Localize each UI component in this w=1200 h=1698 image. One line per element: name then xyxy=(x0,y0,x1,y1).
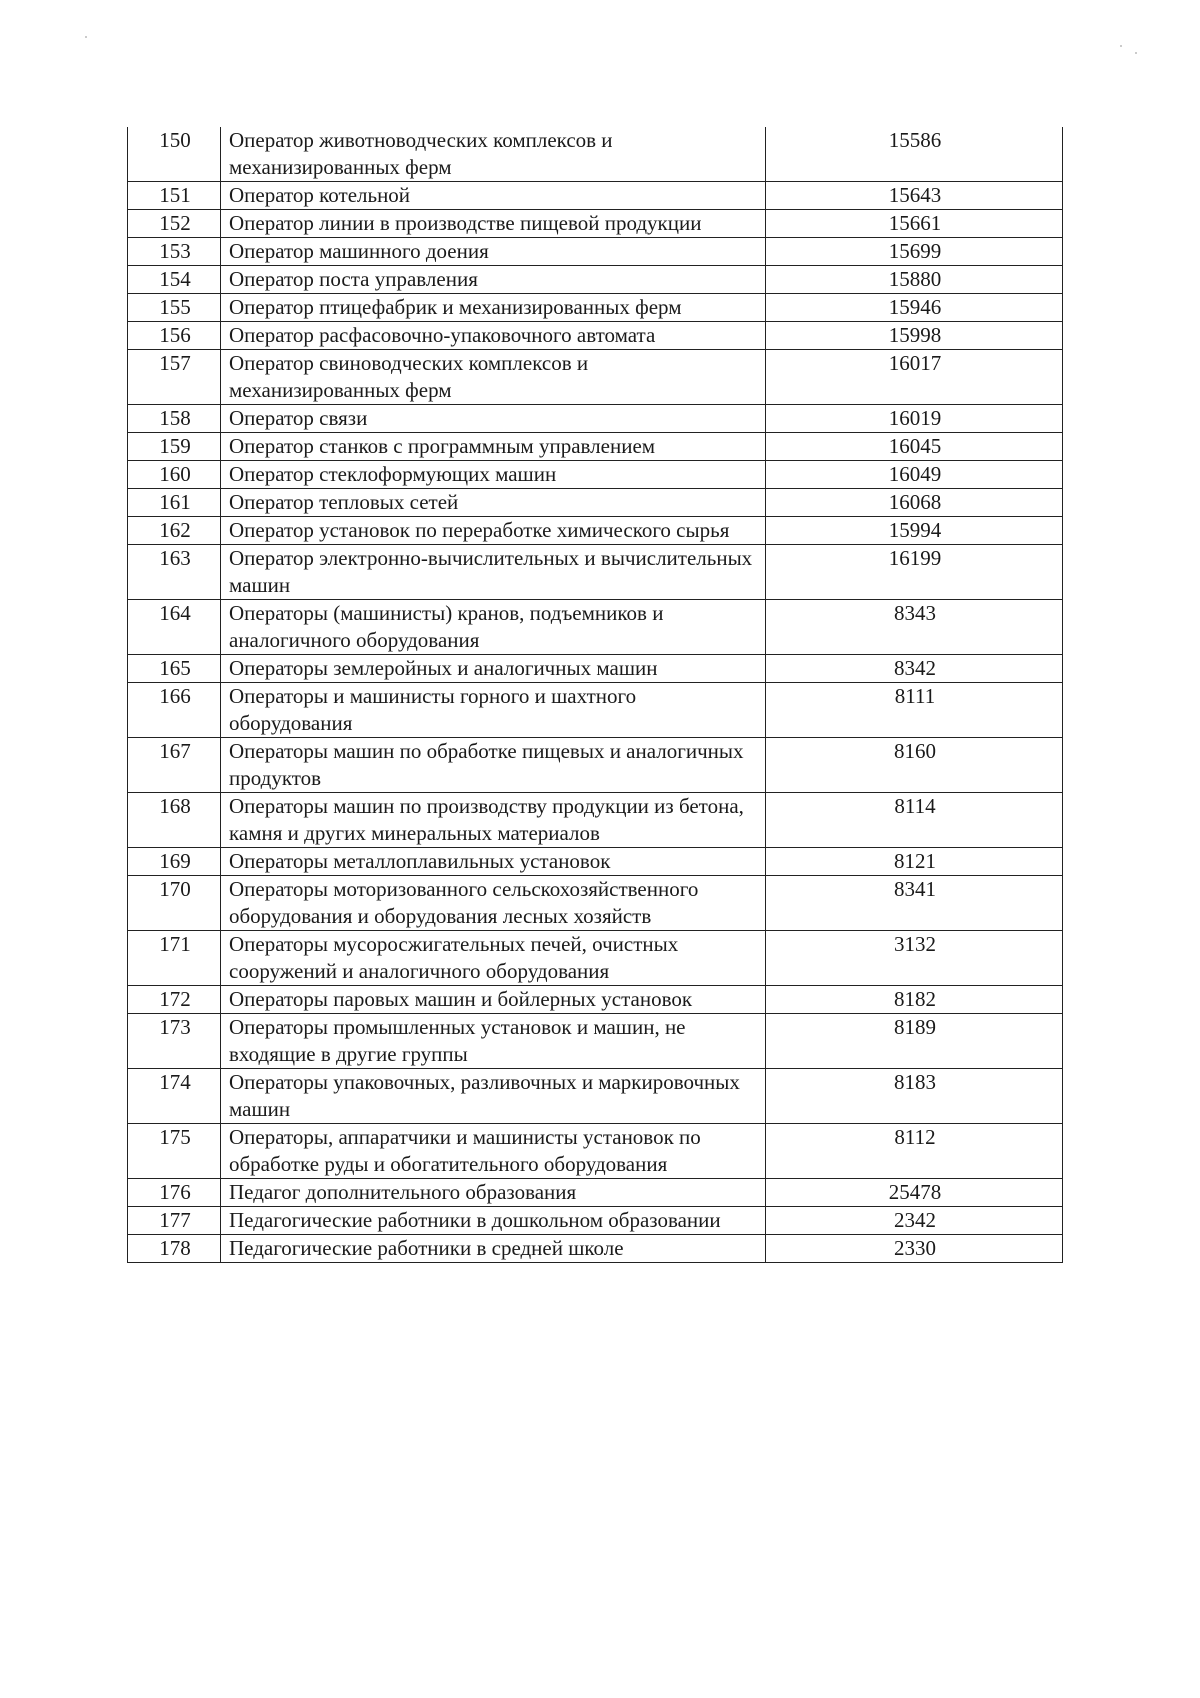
profession-name: Оператор животноводческих комплексов и механизированных ферм xyxy=(221,127,766,182)
table-row xyxy=(128,433,1063,461)
row-number: 166 xyxy=(128,683,221,738)
profession-code: 8189 xyxy=(766,1014,1063,1069)
scan-speck xyxy=(1120,45,1122,47)
table-row xyxy=(128,793,1063,848)
table-row xyxy=(128,461,1063,489)
profession-code: 15880 xyxy=(766,266,1063,294)
profession-name: Оператор электронно-вычислительных и вычислительных машин xyxy=(221,545,766,600)
row-number: 158 xyxy=(128,405,221,433)
table-row xyxy=(128,876,1063,931)
profession-name: Оператор машинного доения xyxy=(221,238,766,266)
profession-code: 15998 xyxy=(766,322,1063,350)
table-row xyxy=(128,1069,1063,1124)
profession-name: Оператор связи xyxy=(221,405,766,433)
profession-name: Оператор установок по переработке химического сырья xyxy=(221,517,766,545)
profession-name: Оператор свиноводческих комплексов и механизированных ферм xyxy=(221,350,766,405)
table-row xyxy=(128,266,1063,294)
profession-code: 8121 xyxy=(766,848,1063,876)
profession-name: Операторы мусоросжигательных печей, очистных сооружений и аналогичного оборудования xyxy=(221,931,766,986)
profession-name: Операторы паровых машин и бойлерных установок xyxy=(221,986,766,1014)
table-row xyxy=(128,1124,1063,1179)
profession-name: Педагогические работники в дошкольном образовании xyxy=(221,1207,766,1235)
row-number: 167 xyxy=(128,738,221,793)
profession-name: Оператор линии в производстве пищевой продукции xyxy=(221,210,766,238)
table-row xyxy=(128,1014,1063,1069)
table-row xyxy=(128,405,1063,433)
row-number: 173 xyxy=(128,1014,221,1069)
table-row xyxy=(128,489,1063,517)
profession-code: 8160 xyxy=(766,738,1063,793)
profession-code: 16049 xyxy=(766,461,1063,489)
profession-name: Операторы машин по обработке пищевых и аналогичных продуктов xyxy=(221,738,766,793)
table-row xyxy=(128,322,1063,350)
row-number: 160 xyxy=(128,461,221,489)
profession-code: 8342 xyxy=(766,655,1063,683)
profession-code: 8341 xyxy=(766,876,1063,931)
row-number: 162 xyxy=(128,517,221,545)
table-row xyxy=(128,350,1063,405)
profession-name: Операторы землеройных и аналогичных машин xyxy=(221,655,766,683)
table-row xyxy=(128,683,1063,738)
row-number: 176 xyxy=(128,1179,221,1207)
profession-name: Операторы, аппаратчики и машинисты установок по обработке руды и обогатительного оборудования xyxy=(221,1124,766,1179)
profession-name: Операторы промышленных установок и машин, не входящие в другие группы xyxy=(221,1014,766,1069)
table-row xyxy=(128,1235,1063,1263)
profession-name: Операторы упаковочных, разливочных и маркировочных машин xyxy=(221,1069,766,1124)
row-number: 175 xyxy=(128,1124,221,1179)
profession-code: 16199 xyxy=(766,545,1063,600)
profession-name: Оператор расфасовочно-упаковочного автомата xyxy=(221,322,766,350)
profession-code: 8182 xyxy=(766,986,1063,1014)
table-row xyxy=(128,127,1063,182)
row-number: 156 xyxy=(128,322,221,350)
profession-code: 15994 xyxy=(766,517,1063,545)
profession-name: Оператор стеклоформующих машин xyxy=(221,461,766,489)
profession-table xyxy=(127,127,1063,1263)
profession-code: 25478 xyxy=(766,1179,1063,1207)
table-row xyxy=(128,600,1063,655)
scan-speck xyxy=(1135,52,1137,54)
profession-code: 16019 xyxy=(766,405,1063,433)
row-number: 157 xyxy=(128,350,221,405)
row-number: 163 xyxy=(128,545,221,600)
table-row xyxy=(128,1207,1063,1235)
table-row xyxy=(128,1179,1063,1207)
row-number: 164 xyxy=(128,600,221,655)
row-number: 178 xyxy=(128,1235,221,1263)
profession-code: 8343 xyxy=(766,600,1063,655)
table-row xyxy=(128,655,1063,683)
row-number: 165 xyxy=(128,655,221,683)
profession-code: 16045 xyxy=(766,433,1063,461)
profession-code: 3132 xyxy=(766,931,1063,986)
table-row xyxy=(128,517,1063,545)
table-row xyxy=(128,182,1063,210)
table-row xyxy=(128,238,1063,266)
profession-code: 15586 xyxy=(766,127,1063,182)
profession-code: 15946 xyxy=(766,294,1063,322)
row-number: 169 xyxy=(128,848,221,876)
row-number: 150 xyxy=(128,127,221,182)
row-number: 155 xyxy=(128,294,221,322)
row-number: 151 xyxy=(128,182,221,210)
table-row xyxy=(128,986,1063,1014)
profession-code: 15699 xyxy=(766,238,1063,266)
row-number: 159 xyxy=(128,433,221,461)
row-number: 154 xyxy=(128,266,221,294)
profession-name: Операторы моторизованного сельскохозяйственного оборудования и оборудования лесных хозяйств xyxy=(221,876,766,931)
profession-code: 15661 xyxy=(766,210,1063,238)
row-number: 174 xyxy=(128,1069,221,1124)
row-number: 152 xyxy=(128,210,221,238)
profession-code: 8111 xyxy=(766,683,1063,738)
row-number: 170 xyxy=(128,876,221,931)
profession-name: Операторы металлоплавильных установок xyxy=(221,848,766,876)
profession-name: Операторы (машинисты) кранов, подъемников и аналогичного оборудования xyxy=(221,600,766,655)
profession-code: 15643 xyxy=(766,182,1063,210)
profession-table-body xyxy=(128,127,1063,1263)
profession-name: Оператор птицефабрик и механизированных ферм xyxy=(221,294,766,322)
profession-code: 2342 xyxy=(766,1207,1063,1235)
profession-name: Педагог дополнительного образования xyxy=(221,1179,766,1207)
profession-name: Оператор котельной xyxy=(221,182,766,210)
row-number: 153 xyxy=(128,238,221,266)
profession-name: Операторы машин по производству продукции из бетона, камня и других минеральных материалов xyxy=(221,793,766,848)
profession-code: 8112 xyxy=(766,1124,1063,1179)
profession-name: Оператор тепловых сетей xyxy=(221,489,766,517)
table-row xyxy=(128,848,1063,876)
profession-name: Операторы и машинисты горного и шахтного оборудования xyxy=(221,683,766,738)
row-number: 177 xyxy=(128,1207,221,1235)
table-row xyxy=(128,738,1063,793)
row-number: 161 xyxy=(128,489,221,517)
table-row xyxy=(128,931,1063,986)
profession-name: Оператор станков с программным управлением xyxy=(221,433,766,461)
row-number: 168 xyxy=(128,793,221,848)
profession-name: Оператор поста управления xyxy=(221,266,766,294)
profession-code: 16017 xyxy=(766,350,1063,405)
scan-speck xyxy=(85,36,87,38)
profession-code: 8114 xyxy=(766,793,1063,848)
profession-name: Педагогические работники в средней школе xyxy=(221,1235,766,1263)
table-row xyxy=(128,210,1063,238)
row-number: 172 xyxy=(128,986,221,1014)
profession-code: 8183 xyxy=(766,1069,1063,1124)
table-row xyxy=(128,294,1063,322)
profession-code: 2330 xyxy=(766,1235,1063,1263)
profession-code: 16068 xyxy=(766,489,1063,517)
row-number: 171 xyxy=(128,931,221,986)
table-row xyxy=(128,545,1063,600)
